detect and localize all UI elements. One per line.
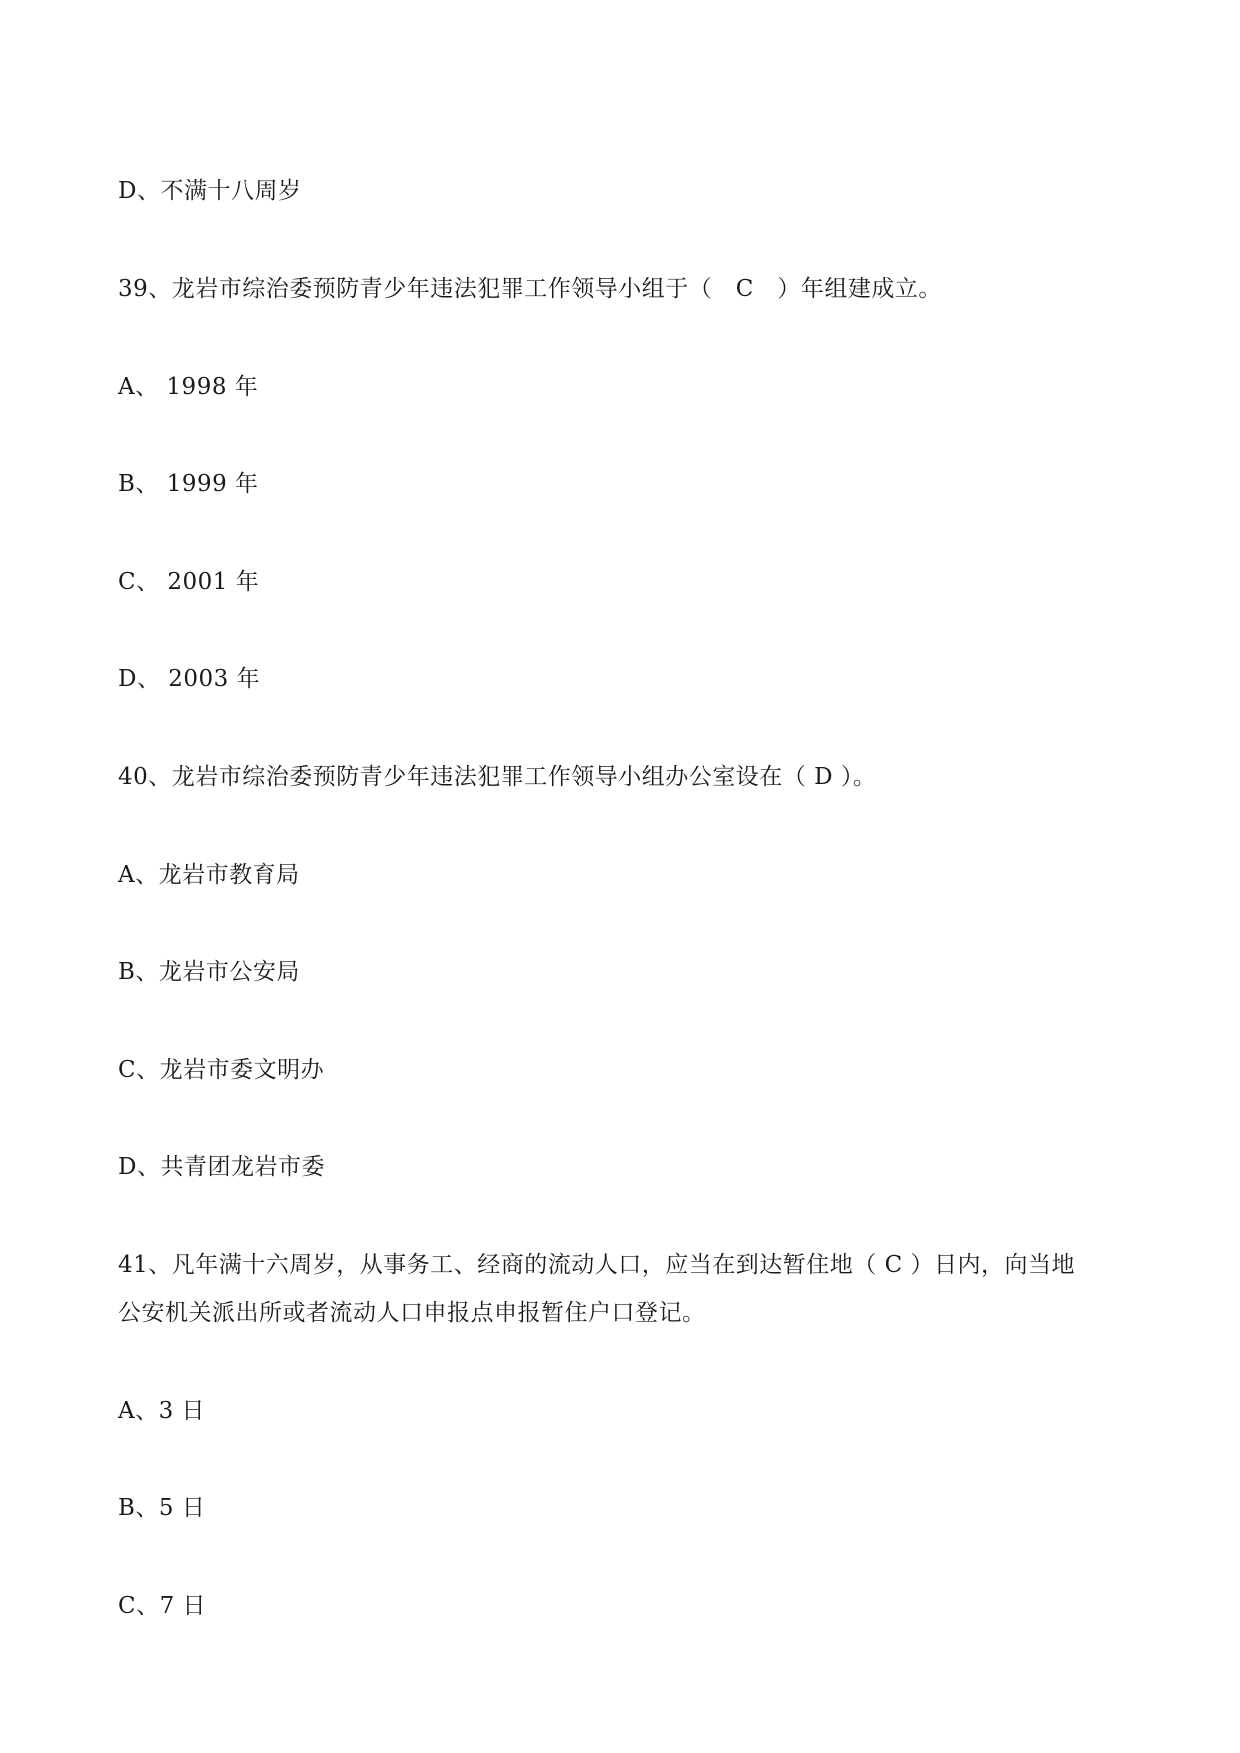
option-c-q40: C、龙岩市委文明办 xyxy=(118,1057,325,1083)
question-41-line2: 公安机关派出所或者流动人口申报点申报暂住户口登记。 xyxy=(118,1300,706,1326)
option-b-q40: B、龙岩市公安局 xyxy=(118,959,300,985)
option-c-q39: C、 2001 年 xyxy=(118,569,260,595)
option-b-q41: B、5 日 xyxy=(118,1495,206,1521)
option-b-q39: B、 1999 年 xyxy=(118,471,259,497)
option-d-q39: D、 2003 年 xyxy=(118,666,261,692)
question-41-line1: 41、凡年满十六周岁，从事务工、经商的流动人口，应当在到达暂住地（ C ）日内，向当地 xyxy=(118,1252,1075,1278)
option-a-q41: A、3 日 xyxy=(118,1398,206,1424)
option-a-q39: A、 1998 年 xyxy=(118,374,259,400)
option-c-q41: C、7 日 xyxy=(118,1593,207,1619)
option-d-q38: D、不满十八周岁 xyxy=(118,178,302,204)
question-40: 40、龙岩市综治委预防青少年违法犯罪工作领导小组办公室设在（ D ）。 xyxy=(118,764,877,790)
option-d-q40: D、共青团龙岩市委 xyxy=(118,1154,325,1180)
question-39: 39、龙岩市综治委预防青少年违法犯罪工作领导小组于（ C ）年组建成立。 xyxy=(118,276,942,302)
option-a-q40: A、龙岩市教育局 xyxy=(118,862,300,888)
